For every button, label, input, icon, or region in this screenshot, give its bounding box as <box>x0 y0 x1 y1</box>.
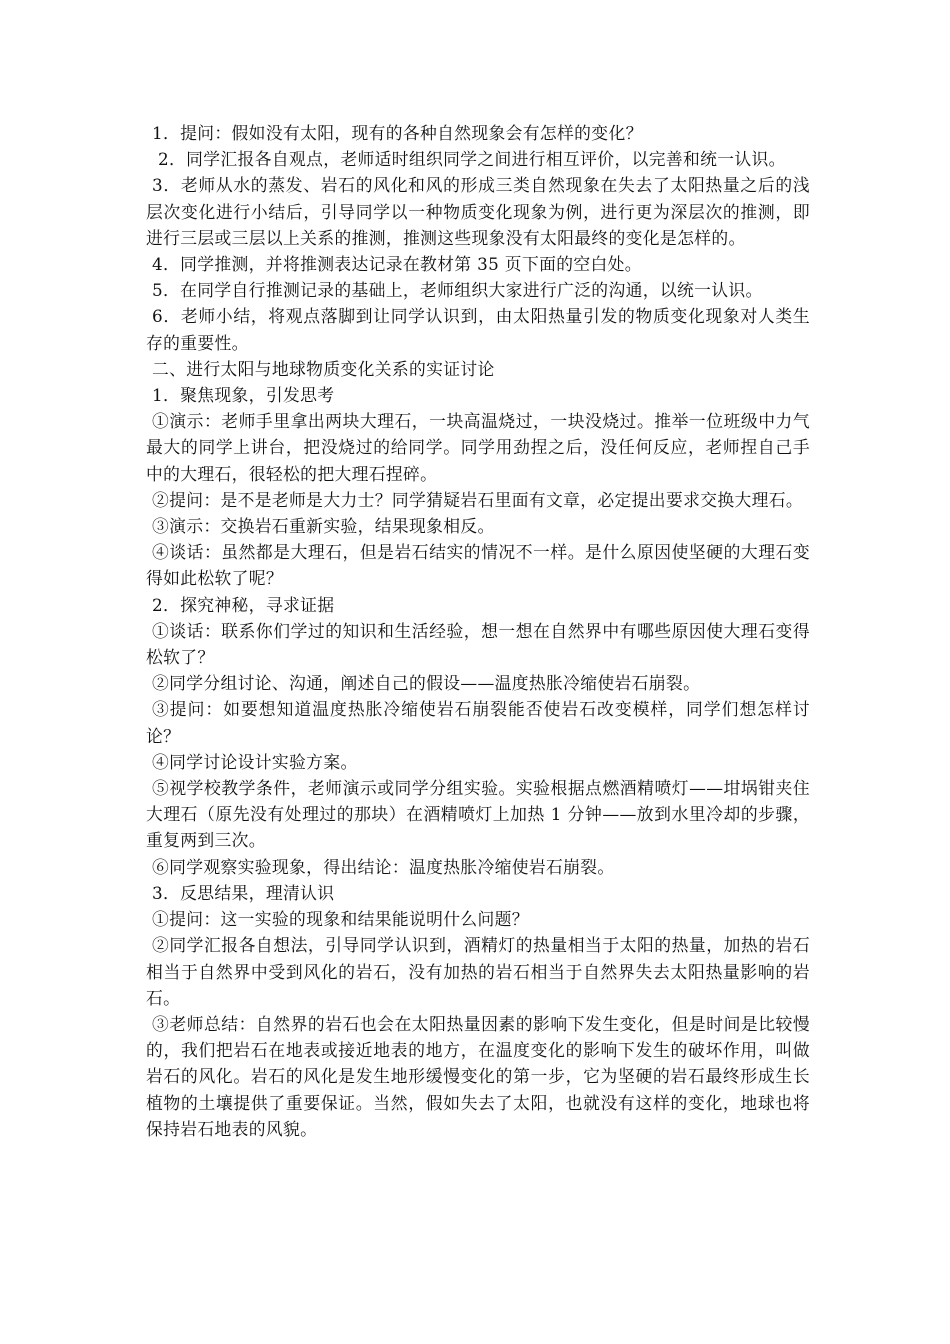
document-body <box>146 120 810 1142</box>
paragraph: ③老师总结：自然界的岩石也会在太阳热量因素的影响下发生变化，但是时间是比较慢的，我们把岩石在地表或接近地表的地方，在温度变化的影响下发生的破坏作用，叫做岩石的风化。岩石的风化是发生地形缓慢变化的第一步，它为坚硬的岩石最终形成生长植物的土壤提供了重要保证。当然，假如失去了太阳，也就没有这样的变化，地球也将保持岩石地表的风貌。 <box>146 1013 810 1139</box>
section-heading: 二、进行太阳与地球物质变化关系的实证讨论 <box>152 358 495 379</box>
paragraph: ②提问：是不是老师是大力士？同学猜疑岩石里面有文章，必定提出要求交换大理石。 <box>152 489 803 510</box>
paragraph: ③提问：如要想知道温度热胀冷缩使岩石崩裂能否使岩石改变模样，同学们想怎样讨论？ <box>146 699 810 746</box>
paragraph: ④谈话：虽然都是大理石，但是岩石结实的情况不一样。是什么原因使坚硬的大理石变得如此松软了呢？ <box>146 542 810 589</box>
paragraph: ③演示：交换岩石重新实验，结果现象相反。 <box>152 516 495 537</box>
paragraph: ④同学讨论设计实验方案。 <box>152 751 358 772</box>
subsection-heading: 3．反思结果，理清认识 <box>152 882 335 903</box>
subsection-heading: 1．聚焦现象，引发思考 <box>152 385 335 406</box>
paragraph: 6．老师小结，将观点落脚到让同学认识到，由太阳热量引发的物质变化现象对人类生存的重要性。 <box>146 306 810 353</box>
paragraph: ①提问：这一实验的现象和结果能说明什么问题？ <box>152 909 529 930</box>
paragraph: 2．同学汇报各自观点，老师适时组织同学之间进行相互评价，以完善和统一认识。 <box>158 149 786 170</box>
paragraph: ①演示：老师手里拿出两块大理石，一块高温烧过，一块没烧过。推举一位班级中力气最大的同学上讲台，把没烧过的给同学。同学用劲捏之后，没任何反应，老师捏自己手中的大理石，很轻松的把大理石捏碎。 <box>146 411 810 484</box>
paragraph: ⑥同学观察实验现象，得出结论：温度热胀冷缩使岩石崩裂。 <box>152 856 615 877</box>
paragraph: 5．在同学自行推测记录的基础上，老师组织大家进行广泛的沟通，以统一认识。 <box>152 280 763 301</box>
paragraph: 1．提问：假如没有太阳，现有的各种自然现象会有怎样的变化？ <box>152 123 643 143</box>
paragraph: ⑤视学校教学条件，老师演示或同学分组实验。实验根据点燃酒精喷灯——坩埚钳夹住大理石（原先没有处理过的那块）在酒精喷灯上加热 1 分钟——放到水里冷却的步骤，重复两到三次。 <box>146 778 810 851</box>
paragraph: 3．老师从水的蒸发、岩石的风化和风的形成三类自然现象在失去了太阳热量之后的浅层次变化进行小结后，引导同学以一种物质变化现象为例，进行更为深层次的推测，即进行三层或三层以上关系的推测，推测这些现象没有太阳最终的变化是怎样的。 <box>146 175 810 248</box>
paragraph: ②同学分组讨论、沟通，阐述自己的假设——温度热胀冷缩使岩石崩裂。 <box>152 673 701 694</box>
paragraph: ①谈话：联系你们学过的知识和生活经验，想一想在自然界中有哪些原因使大理石变得松软了？ <box>146 620 810 668</box>
subsection-heading: 2．探究神秘，寻求证据 <box>152 594 335 615</box>
paragraph: ②同学汇报各自想法，引导同学认识到，酒精灯的热量相当于太阳的热量，加热的岩石相当于自然界中受到风化的岩石，没有加热的岩石相当于自然界失去太阳热量影响的岩石。 <box>146 935 810 1008</box>
paragraph: 4．同学推测，并将推测表达记录在教材第 35 页下面的空白处。 <box>152 254 642 275</box>
